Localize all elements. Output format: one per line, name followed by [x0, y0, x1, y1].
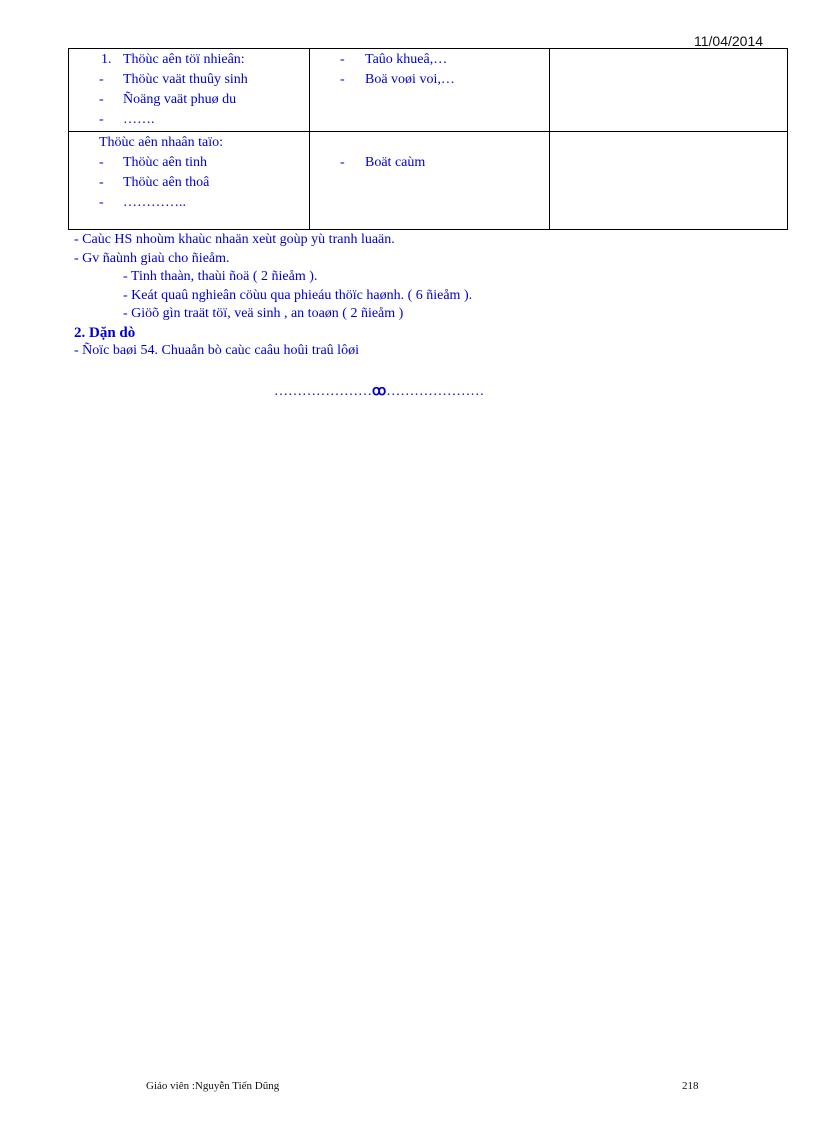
list-item: Ñoäng vaät phuø du — [123, 92, 237, 107]
table-cell-empty — [550, 49, 788, 132]
table-cell-empty — [550, 132, 788, 230]
note-subline: - Giöõ gìn traät töï, veä sinh , an toaøn ( 2 ñieåm ) — [123, 306, 404, 321]
list-heading: Thöùc aên töï nhieân: — [123, 52, 245, 67]
table-cell: - Taûo khueâ,… - Boä voøi voi,… — [310, 49, 550, 132]
divider-dots-left: ………………… — [274, 384, 372, 399]
ornament-divider — [274, 383, 484, 400]
table-cell: Thöùc aên nhaân taïo: - Thöùc aên tinh - Thöùc aên thoâ - ………….. — [69, 132, 310, 230]
table-cell: - Boät caùm — [310, 132, 550, 230]
footer-page-number: 218 — [682, 1080, 699, 1092]
table-row — [69, 132, 788, 230]
list-heading: Thöùc aên nhaân taïo: — [99, 135, 224, 150]
table-row — [69, 49, 788, 132]
list-item: Taûo khueâ,… — [365, 52, 448, 67]
note-subline: - Tinh thaàn, thaùi ñoä ( 2 ñieåm ). — [123, 269, 318, 284]
list-item: ……. — [123, 112, 155, 127]
note-line: - Caùc HS nhoùm khaùc nhaän xeùt goùp yù tranh luaän. — [74, 232, 395, 247]
content-table — [68, 48, 788, 230]
note-subline: - Keát quaû nghieân cöùu qua phieáu thöïc haønh. ( 6 ñieåm ). — [123, 287, 473, 303]
page-date: 11/04/2014 — [694, 33, 764, 49]
list-item: Boä voøi voi,… — [365, 72, 455, 87]
list-item: ………….. — [123, 195, 186, 210]
list-item: Boät caùm — [365, 155, 426, 170]
divider-dots-right: ………………… — [386, 384, 485, 399]
section-title: 2. Dặn dò — [74, 324, 136, 341]
list-item: Thöùc vaät thuûy sinh — [123, 72, 248, 87]
notes-block — [74, 231, 472, 361]
footer-teacher: Giáo viên :Nguyễn Tiến Dũng — [146, 1080, 280, 1092]
table-cell: 1. Thöùc aên töï nhieân: - Thöùc vaät thuûy sinh - Ñoäng vaät phuø du - ……. — [69, 49, 310, 132]
section-line: - Ñoïc baøi 54. Chuaån bò caùc caâu hoûi traû lôøi — [74, 343, 359, 358]
note-line: - Gv ñaùnh giaù cho ñieåm. — [74, 250, 230, 266]
list-number: 1. — [101, 52, 112, 67]
ornament-icon: ꝏ — [372, 384, 387, 399]
list-item: Thöùc aên thoâ — [123, 175, 210, 190]
list-item: Thöùc aên tinh — [123, 155, 207, 170]
